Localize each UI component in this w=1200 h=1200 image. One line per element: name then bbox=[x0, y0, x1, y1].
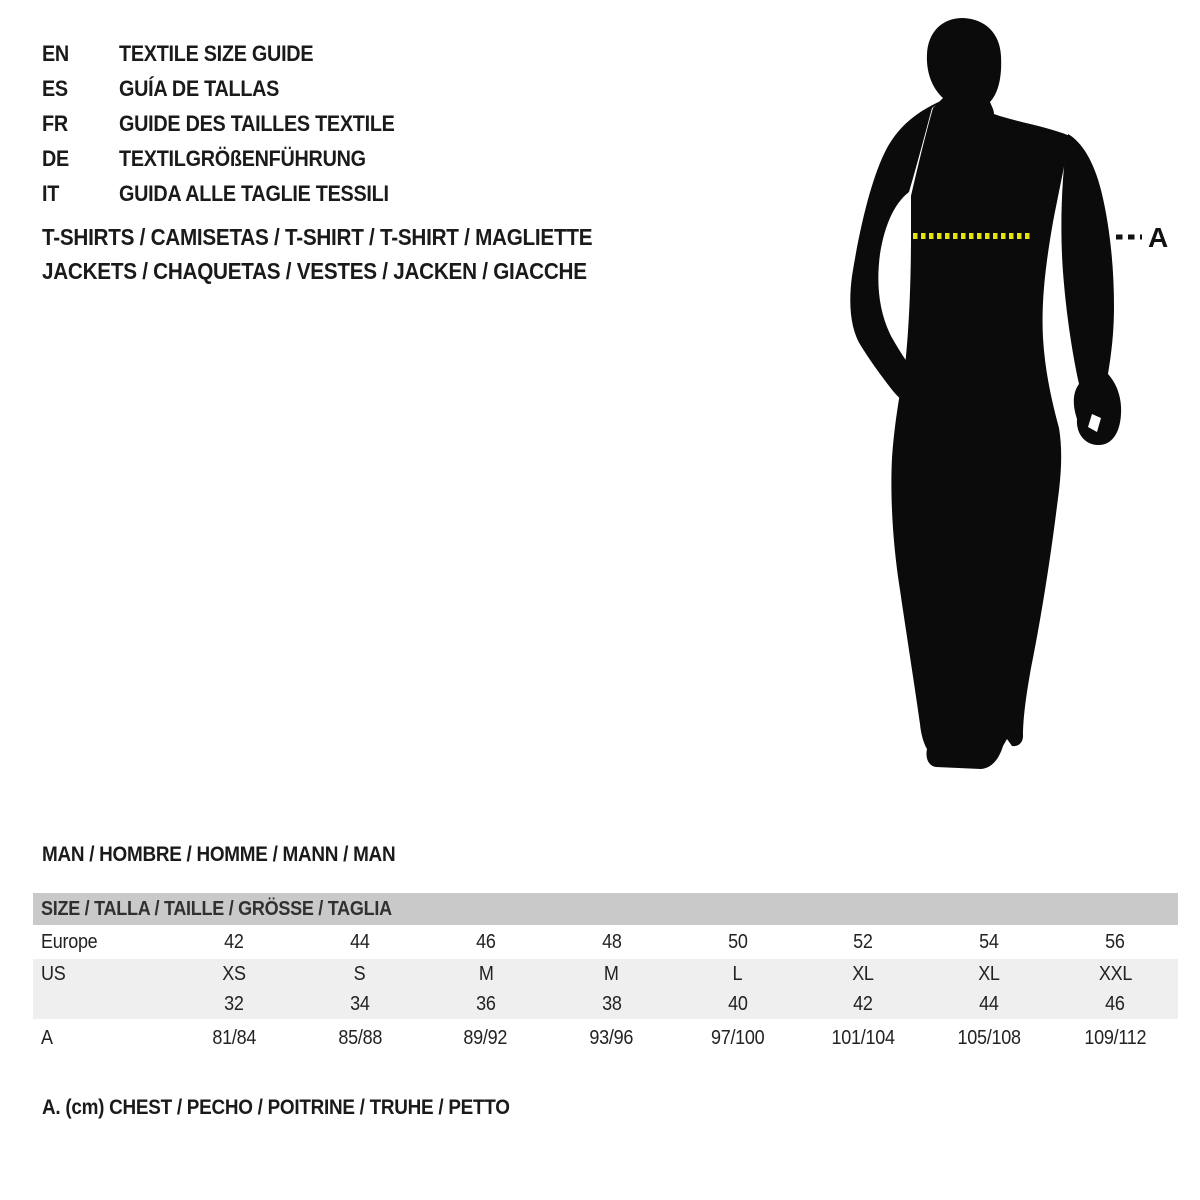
table-cell: 50 bbox=[727, 930, 748, 953]
table-cell: XS bbox=[222, 962, 246, 985]
size-table-header: SIZE / TALLA / TAILLE / GRÖSSE / TAGLIA bbox=[41, 897, 392, 920]
table-cell: S bbox=[353, 962, 366, 985]
table-cell: XXL bbox=[1098, 962, 1132, 985]
language-title: GUIDA ALLE TAGLIE TESSILI bbox=[119, 180, 389, 206]
table-cell: 38 bbox=[601, 992, 622, 1015]
man-silhouette-right-arm bbox=[1061, 134, 1121, 445]
language-row bbox=[42, 176, 425, 211]
man-silhouette-svg bbox=[820, 0, 1200, 820]
language-row bbox=[42, 141, 425, 176]
language-row bbox=[42, 36, 425, 71]
row-label: Europe bbox=[41, 930, 98, 953]
table-cell: 42 bbox=[224, 930, 244, 953]
row-label: US bbox=[41, 962, 66, 985]
language-row bbox=[42, 71, 425, 106]
table-cell: 56 bbox=[1105, 930, 1125, 953]
table-cell: 85/88 bbox=[337, 1026, 382, 1049]
table-cell: 97/100 bbox=[710, 1026, 765, 1049]
table-row-europe bbox=[33, 925, 1178, 959]
table-cell: 32 bbox=[224, 992, 244, 1015]
table-cell: 48 bbox=[601, 930, 622, 953]
table-cell: XL bbox=[852, 962, 875, 985]
size-table-header-row bbox=[33, 893, 1178, 925]
table-cell: 93/96 bbox=[589, 1026, 634, 1049]
language-code: ES bbox=[42, 75, 68, 101]
table-cell: 40 bbox=[727, 992, 748, 1015]
measure-label-a: A bbox=[1148, 222, 1169, 253]
measurement-footnote: A. (cm) CHEST / PECHO / POITRINE / TRUHE / PETTO bbox=[42, 1096, 510, 1119]
language-title-block bbox=[42, 36, 425, 211]
table-cell: 44 bbox=[350, 930, 370, 953]
language-title: GUIDE DES TAILLES TEXTILE bbox=[119, 110, 395, 136]
table-cell: 46 bbox=[475, 930, 496, 953]
table-cell: XL bbox=[978, 962, 1000, 985]
table-cell: 101/104 bbox=[831, 1026, 895, 1049]
language-title: TEXTILE SIZE GUIDE bbox=[119, 40, 314, 66]
language-code: FR bbox=[42, 110, 68, 136]
category-line-jackets: JACKETS / CHAQUETAS / VESTES / JACKEN / GIACCHE bbox=[42, 257, 587, 284]
language-title: GUÍA DE TALLAS bbox=[119, 75, 280, 101]
table-cell: 105/108 bbox=[957, 1026, 1021, 1049]
table-cell: 34 bbox=[350, 992, 370, 1015]
table-cell: 42 bbox=[853, 992, 874, 1015]
gender-heading: MAN / HOMBRE / HOMME / MANN / MAN bbox=[42, 843, 396, 866]
row-label: A bbox=[41, 1026, 53, 1049]
language-title: TEXTILGRÖßENFÜHRUNG bbox=[119, 145, 366, 171]
language-code: DE bbox=[42, 145, 69, 171]
table-cell: 36 bbox=[475, 992, 496, 1015]
table-row-us bbox=[33, 959, 1178, 989]
table-cell: 81/84 bbox=[212, 1026, 256, 1049]
category-line-tshirts: T-SHIRTS / CAMISETAS / T-SHIRT / T-SHIRT / MAGLIETTE bbox=[42, 223, 593, 250]
table-cell: L bbox=[732, 962, 743, 985]
language-row bbox=[42, 106, 425, 141]
language-code: EN bbox=[42, 40, 69, 66]
table-cell: 44 bbox=[979, 992, 999, 1015]
man-silhouette-figure bbox=[820, 0, 1200, 820]
category-block bbox=[42, 220, 653, 288]
table-row-chest bbox=[33, 1019, 1178, 1057]
table-row-alt-sizes bbox=[33, 989, 1178, 1019]
table-cell: 54 bbox=[979, 930, 999, 953]
size-table bbox=[33, 893, 1178, 1057]
table-cell: 109/112 bbox=[1084, 1026, 1146, 1049]
table-cell: 52 bbox=[853, 930, 874, 953]
table-cell: 46 bbox=[1105, 992, 1125, 1015]
table-cell: M bbox=[604, 962, 619, 985]
language-code: IT bbox=[42, 180, 60, 206]
table-cell: 89/92 bbox=[463, 1026, 508, 1049]
table-cell: M bbox=[478, 962, 494, 985]
